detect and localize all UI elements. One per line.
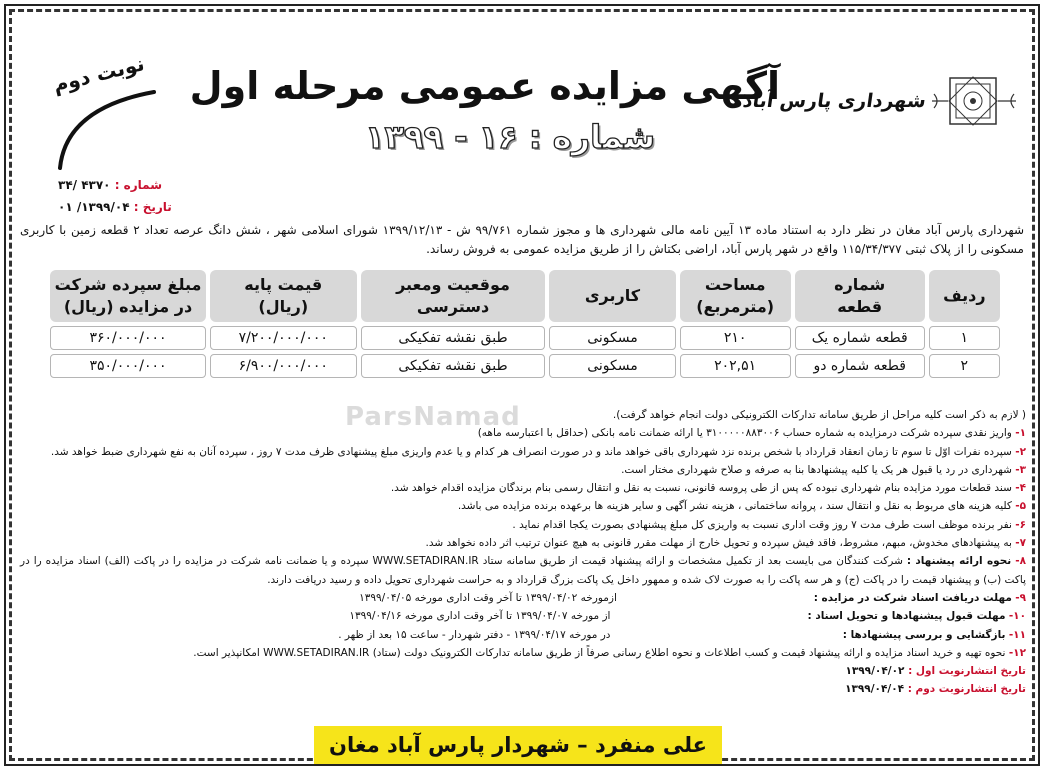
list-item [20,443,1026,461]
notice-number: شماره : ۱۶ - ۱۳۹۹ [364,118,656,156]
auction-table [46,266,1004,382]
list-item [20,479,1026,497]
item-text: کلیه هزینه های مربوط به نقل و انتقال سند ، پروانه ساختمانی ، هزینه نشر آگهی و سایر هزینه ها برعهده برنده مزایده می باشد. [457,500,1012,513]
table-header-row [50,270,1000,322]
column-header-row-number: ردیف [929,270,1000,322]
reference-block [58,174,198,218]
item-number: ۶- [1015,518,1026,531]
cell-deposit: ۳۵۰/۰۰۰/۰۰۰ [50,354,206,378]
cell-area: ۲۰۲,۵۱ [680,354,791,378]
reference-number-label: شماره : [114,178,163,192]
item-number: ۸- [1015,555,1027,568]
item-text: در مورخه ۱۳۹۹/۰۴/۱۷ - دفتر شهردار - ساعت ۱۵ بعد از ظهر . [338,628,611,641]
list-item [20,516,1026,534]
cell-area: ۲۱۰ [680,326,791,350]
item-text: سند قطعات مورد مزایده بنام شهرداری نبوده که پس از طی پروسه قانونی، نسبت به نقل و انتقال رسمی بنام برندگان مزایده اقدام خواهد شد. [390,482,1012,495]
list-item [20,461,1026,479]
deadline-item [20,589,1026,607]
item-label: بازگشایی و بررسی پیشنهادها : [842,628,1006,641]
publish-value: ۱۳۹۹/۰۴/۰۲ [845,665,905,678]
list-item [20,534,1026,552]
cell-base-price: ۷/۲۰۰/۰۰۰/۰۰۰ [210,326,357,350]
item-number: ۲- [1015,445,1026,458]
item-number: ۹- [1015,591,1026,604]
column-header-area: مساحت (مترمربع) [680,270,791,322]
publish-label: تاریخ انتشارنوبت دوم : [907,683,1026,696]
cell-location: طبق نقشه تفکیکی [361,326,546,350]
list-item [20,552,1026,589]
reference-number-value: ۳۴/ ۴۳۷۰ [58,178,111,192]
item-number: ۱۲- [1008,646,1026,659]
note-intro: ( لازم به ذکر است کلیه مراحل از طریق سامانه تدارکات الکترونیکی دولت انجام خواهد گرفت). [612,409,1026,421]
item-number: ۳- [1015,463,1026,476]
item-number: ۱- [1015,427,1026,440]
item-text: نفر برنده موظف است طرف مدت ۷ روز وقت اداری نسبت به واریزی کل مبلغ پیشنهادی بصورت یکجا اقدام نماید . [512,518,1012,531]
cell-usage: مسکونی [549,326,675,350]
item-text: از مورخه ۱۳۹۹/۰۴/۰۷ تا آخر وقت اداری مورخه ۱۳۹۹/۰۴/۱۶ [349,610,611,623]
item-text: واریز نقدی سپرده شرکت درمزایده به شماره حساب ۳۱۰۰۰۰۰۸۸۳۰۰۶ یا ارائه ضمانت نامه بانکی (حداقل با اعتبارسه ماهه) [477,427,1012,440]
cell-plot-number: قطعه شماره یک [795,326,925,350]
deadline-item [20,607,1026,625]
page-title: آگهی مزایده عمومی مرحله اول [189,64,780,108]
watermark: ParsNamad [345,402,521,432]
list-item [20,497,1026,515]
publish-label: تاریخ انتشارنوبت اول : [908,665,1026,678]
column-header-deposit: مبلغ سپرده شرکت در مزایده (ریال) [50,270,206,322]
cell-base-price: ۶/۹۰۰/۰۰۰/۰۰۰ [210,354,357,378]
item-label: نحوه ارائه پیشنهاد : [906,555,1012,568]
item-text: سپرده نفرات اوّل تا سوم تا زمان انعقاد قرارداد با شخص برنده نزد شهرداری باقی خواهد ماند و در صورت انصراف هر کدام و یا عدم واریزی مبلغ پیشنهادی ظرف مدت ۷ روز ، سپرده آنان به نفع شهرداری ضبط خواهد شد. [50,445,1012,458]
item-text: نحوه تهیه و خرید اسناد مزایده و ارائه پیشنهاد قیمت و کسب اطلاعات و نحوه اطلاع رسانی صرفاً از طریق سامانه تدارکات الکترونیک دولت (ستاد) WWW.SETADIRAN.IR امکانپذیر است. [193,646,1006,659]
item-text: شهرداری در رد یا قبول هر یک یا کلیه پیشنهادها بنا به صرفه و صلاح شهرداری مختار است. [621,463,1012,476]
intro-paragraph: شهرداری پارس آباد مغان در نظر دارد به استناد ماده ۱۳ آیین نامه مالی شهرداری ها و مجوز شماره ۹۹/۷۶۱ ش - ۱۳۹۹/۱۲/۱۳ شورای اسلامی شهر ، شش دانگ عرصه تعداد ۲ قطعه زمین با کاربری مسکونی را از پلاک ثبتی ۱۱۵/۳۴/۳۷۷ واقع در شهر پارس آباد، اراضی بکتاش را از طریق مزایده عمومی به فروش رساند. [20,223,1024,256]
reference-date-line [58,196,198,218]
table-row [50,326,1000,350]
item-number: ۱۰- [1008,610,1026,623]
publish-date-first [20,662,1026,680]
list-item [20,644,1026,662]
item-label: مهلت قبول پیشنهادها و تحویل اسناد : [807,610,1006,623]
reference-date-label: تاریخ : [133,200,172,214]
column-header-base-price: قیمت پایه (ریال) [210,270,357,322]
municipality-logo-text: شهرداری پارس آباد [741,90,928,112]
cell-location: طبق نقشه تفکیکی [361,354,546,378]
item-number: ۱۱- [1008,628,1026,641]
arc-decoration [50,80,170,175]
signature-banner: علی منفرد – شهردار پارس آباد مغان [314,726,722,764]
item-label: مهلت دریافت اسناد شرکت در مزایده : [813,591,1012,604]
municipality-emblem-icon [928,76,1020,126]
reference-number-line [58,174,198,196]
cell-row-number: ۱ [929,326,1000,350]
publish-value: ۱۳۹۹/۰۴/۰۴ [845,683,905,696]
publication-round-badge: نوبت دوم [50,51,147,97]
item-number: ۴- [1015,482,1026,495]
deadline-item [20,626,1026,644]
item-number: ۷- [1015,537,1026,550]
conditions-list [20,406,1026,699]
column-header-plot-number: شماره قطعه [795,270,925,322]
reference-date-value: ۰۱ /۱۳۹۹/۰۴ [58,200,130,214]
item-text: شرکت کنندگان می بایست بعد از تکمیل مشخصات و ارائه پیشنهاد قیمت از طریق سامانه ستاد WWW.SETADIRAN.IR سپرده و یا ضمانت نامه شرکت در مزایده را در پاکت (الف) اسناد مزایده را در پاکت (ب) و پیشنهاد قیمت را در پاکت (ج) و هر سه پاکت را به صورت لاک شده و ممهور داخل یک پاکت بزرگ قرارداد و به حراست شهرداری تحویل داده و رسید دریافت دارند. [20,555,1026,586]
cell-usage: مسکونی [549,354,675,378]
publish-date-second [20,680,1026,698]
column-header-location: موقعیت ومعبر دسترسی [361,270,546,322]
item-text: به پیشنهادهای مخدوش، مبهم، مشروط، فاقد فیش سپرده و تحویل خارج از مهلت مقرر قانونی به هیچ عنوان ترتیب اثر داده نخواهد شد. [425,537,1012,550]
cell-plot-number: قطعه شماره دو [795,354,925,378]
cell-deposit: ۳۶۰/۰۰۰/۰۰۰ [50,326,206,350]
column-header-usage: کاربری [549,270,675,322]
list-item [20,424,1026,442]
item-text: ازمورخه ۱۳۹۹/۰۴/۰۲ تا آخر وقت اداری مورخه ۱۳۹۹/۰۴/۰۵ [359,591,617,604]
cell-row-number: ۲ [929,354,1000,378]
table-row [50,354,1000,378]
item-number: ۵- [1015,500,1026,513]
